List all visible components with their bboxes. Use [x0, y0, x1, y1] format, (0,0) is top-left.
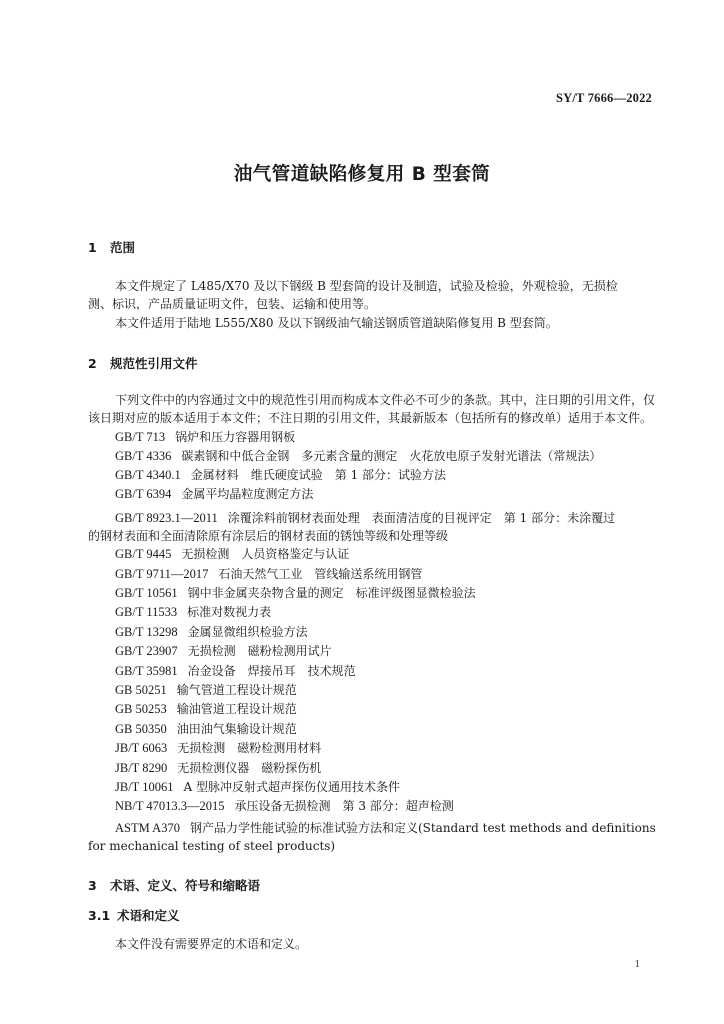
reference-title: 输气管道工程设计规范 [176, 683, 297, 697]
reference-code: GB/T 9445 [115, 547, 172, 561]
reference-code: GB 50251 [115, 683, 167, 697]
reference-item [115, 624, 308, 640]
reference-item [115, 760, 321, 776]
reference-item [115, 721, 297, 737]
reference-item [115, 429, 295, 445]
reference-title: 无损检测 磁粉检测用试片 [187, 644, 332, 658]
reference-item [115, 486, 313, 502]
reference-continuation: for mechanical testing of steel products) [88, 839, 336, 853]
reference-code: JB/T 10061 [115, 780, 174, 794]
section-2-intro-line: 该日期对应的版本适用于本文件；不注日期的引用文件，其最新版本（包括所有的修改单）适用于本文件。 [88, 411, 653, 425]
reference-title: 金属显微组织检验方法 [187, 625, 308, 639]
reference-item [115, 585, 476, 601]
reference-item [115, 820, 656, 836]
section-number: 3.1 [88, 908, 111, 923]
section-title: 规范性引用文件 [110, 356, 198, 371]
reference-code: GB/T 10561 [115, 586, 178, 600]
section-1-line: 本文件适用于陆地 L555/X80 及以下钢级油气输送钢质管道缺陷修复用 B 型套筒。 [115, 316, 558, 330]
section-3-heading [88, 876, 260, 894]
reference-code: NB/T 47013.3—2015 [115, 799, 225, 813]
page-number: 1 [634, 958, 640, 970]
reference-code: GB/T 13298 [115, 625, 178, 639]
section-3-1-heading [88, 906, 180, 924]
reference-title: 承压设备无损检测 第 3 部分：超声检测 [234, 799, 454, 813]
reference-title: 金属平均晶粒度测定方法 [181, 487, 314, 501]
reference-code: JB/T 6063 [115, 741, 168, 755]
reference-item [115, 467, 446, 483]
reference-item [115, 546, 349, 562]
section-1-line: 本文件规定了 L485/X70 及以下钢级 B 型套筒的设计及制造，试验及检验，外观检验，无损检 [115, 279, 618, 293]
section-2-heading [88, 354, 198, 372]
reference-title: 涂覆涂料前钢材表面处理 表面清洁度的目视评定 第 1 部分：未涂覆过 [227, 511, 616, 525]
reference-code: GB/T 6394 [115, 487, 172, 501]
section-number: 3 [88, 878, 97, 893]
document-title: 油气管道缺陷修复用 B 型套筒 [233, 164, 491, 185]
reference-item [115, 740, 321, 756]
reference-title: 冶金设备 焊接吊耳 技术规范 [187, 664, 356, 678]
section-2-intro-line: 下列文件中的内容通过文中的规范性引用而构成本文件必不可少的条款。其中，注日期的引用文件，仅 [115, 393, 656, 407]
reference-title: 金属材料 维氏硬度试验 第 1 部分：试验方法 [190, 468, 447, 482]
section-1-line: 测、标识，产品质量证明文件，包装、运输和使用等。 [88, 297, 377, 311]
reference-item [115, 566, 422, 582]
reference-title: 无损检测 人员资格鉴定与认证 [181, 547, 350, 561]
reference-code: ASTM A370 [115, 821, 180, 835]
reference-title: 锅炉和压力容器用钢板 [175, 430, 296, 444]
section-title: 术语和定义 [117, 908, 180, 923]
reference-code: GB/T 11533 [115, 605, 178, 619]
reference-title: A 型脉冲反射式超声探伤仪通用技术条件 [183, 780, 400, 794]
reference-code: GB/T 4340.1 [115, 468, 181, 482]
reference-item [115, 701, 297, 717]
reference-title: 钢产品力学性能试验的标准试验方法和定义(Standard test methods and definitions [189, 821, 656, 835]
reference-item [115, 510, 615, 526]
reference-item [115, 798, 454, 814]
reference-item [115, 604, 271, 620]
standard-code: SY/T 7666—2022 [556, 91, 652, 105]
reference-code: GB 50350 [115, 722, 167, 736]
reference-code: GB/T 23907 [115, 644, 178, 658]
reference-item [115, 643, 332, 659]
section-3-1-line: 本文件没有需要界定的术语和定义。 [115, 937, 308, 951]
reference-item [115, 448, 601, 464]
reference-code: GB 50253 [115, 702, 167, 716]
reference-title: 石油天然气工业 管线输送系统用钢管 [218, 567, 423, 581]
section-title: 术语、定义、符号和缩略语 [110, 878, 261, 893]
reference-code: GB/T 35981 [115, 664, 178, 678]
section-1-heading [88, 238, 135, 256]
reference-continuation: 的钢材表面和全面清除原有涂层后的钢材表面的锈蚀等级和处理等级 [88, 529, 449, 543]
reference-code: JB/T 8290 [115, 761, 168, 775]
reference-title: 油田油气集输设计规范 [176, 722, 297, 736]
reference-title: 碳素钢和中低合金钢 多元素含量的测定 火花放电原子发射光谱法（常规法） [181, 449, 602, 463]
reference-item [115, 779, 400, 795]
reference-title: 钢中非金属夹杂物含量的测定 标准评级图显微检验法 [187, 586, 476, 600]
reference-code: GB/T 8923.1—2011 [115, 511, 218, 525]
section-title: 范围 [110, 240, 136, 255]
reference-code: GB/T 713 [115, 430, 166, 444]
reference-title: 无损检测 磁粉检测用材料 [177, 741, 322, 755]
reference-title: 无损检测仪器 磁粉探伤机 [177, 761, 322, 775]
reference-code: GB/T 9711—2017 [115, 567, 209, 581]
reference-code: GB/T 4336 [115, 449, 172, 463]
reference-title: 输油管道工程设计规范 [176, 702, 297, 716]
reference-item [115, 663, 356, 679]
section-number: 2 [88, 356, 97, 371]
section-number: 1 [88, 240, 97, 255]
reference-item [115, 682, 297, 698]
reference-title: 标准对数视力表 [187, 605, 272, 619]
